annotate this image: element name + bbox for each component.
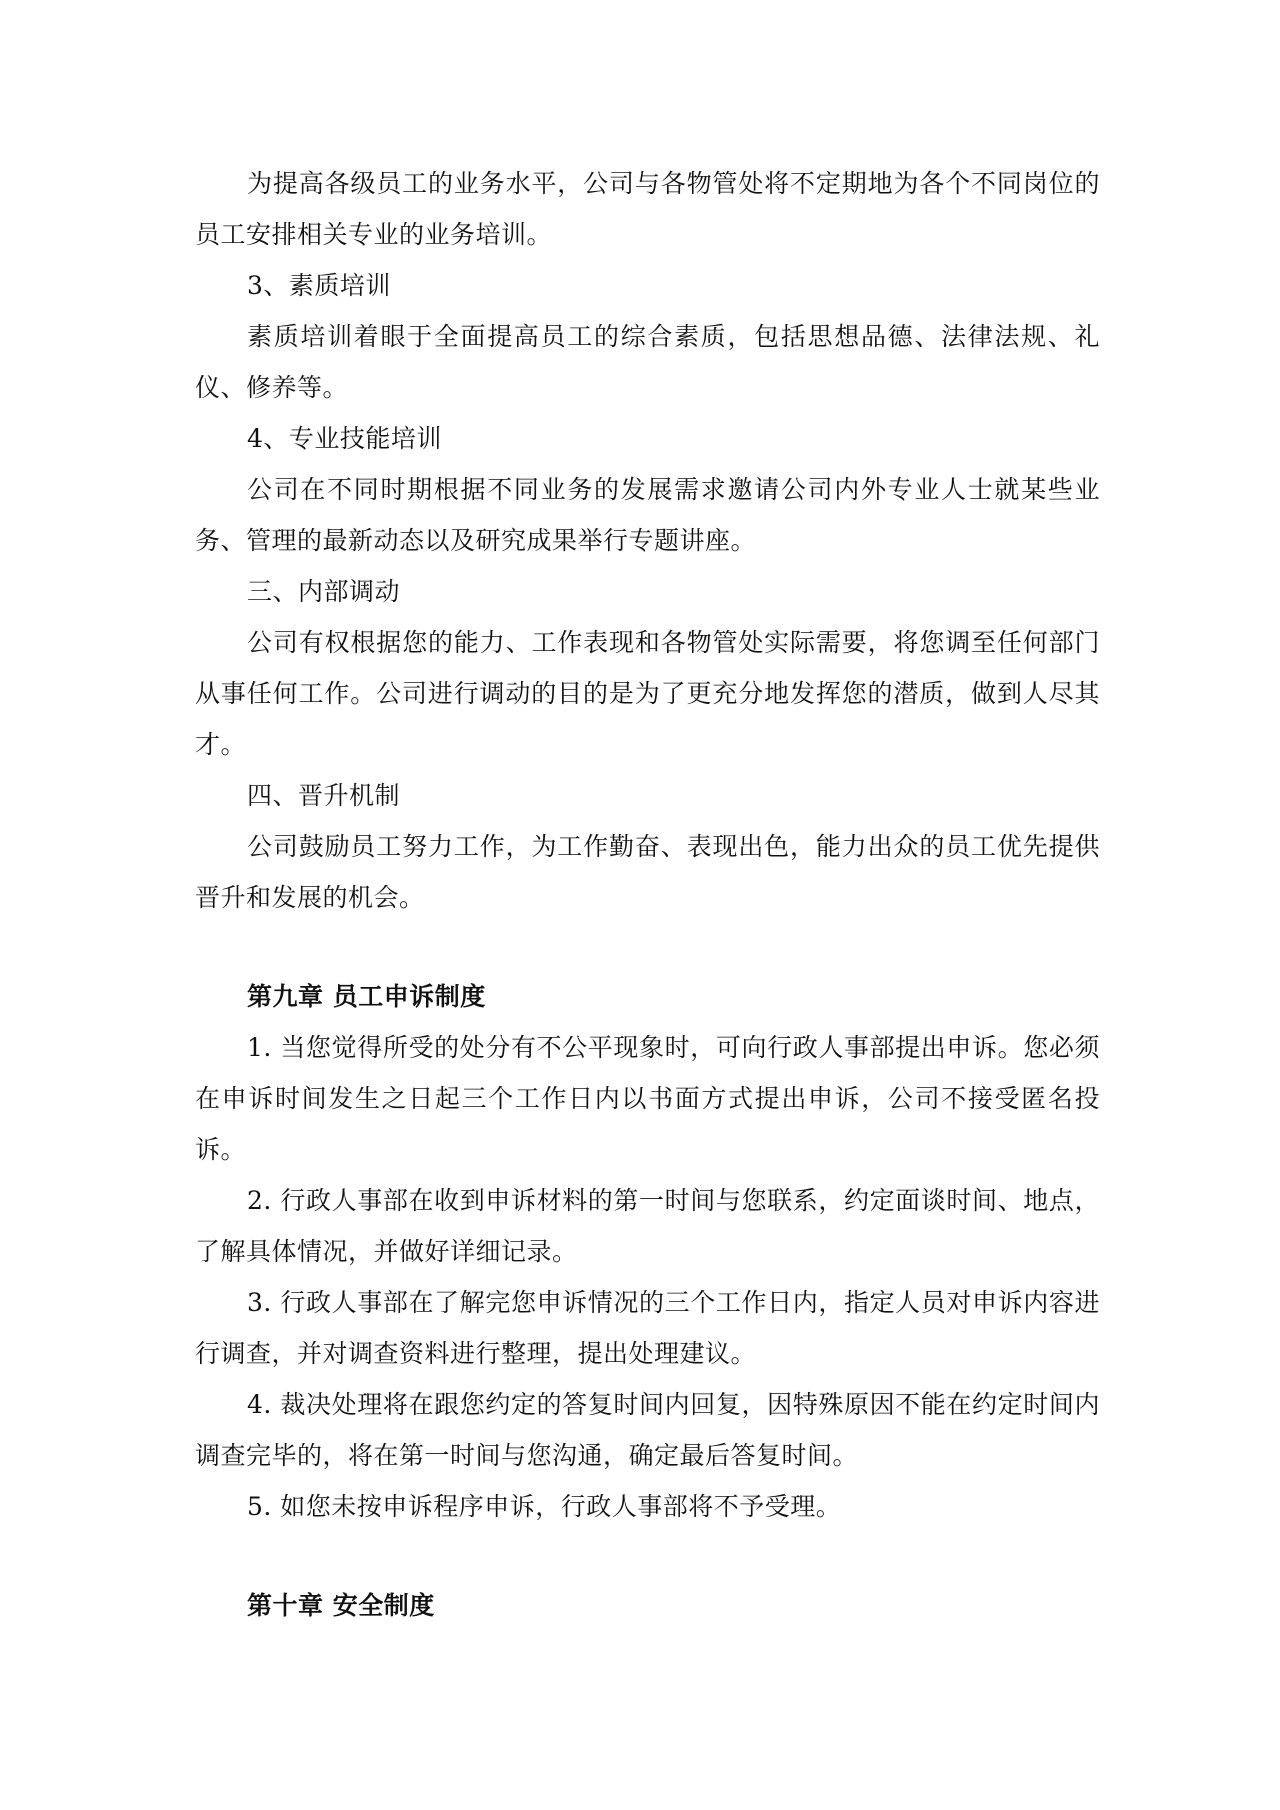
appeal-item-4: 4. 裁决处理将在跟您约定的答复时间内回复，因特殊原因不能在约定时间内调查完毕的，将在第一时间与您沟通，确定最后答复时间。: [195, 1390, 1100, 1470]
section-promotion: 四、晋升机制: [247, 781, 401, 810]
subsection-quality-training: 3、素质培训: [247, 271, 391, 300]
training-paragraph: 为提高各级员工的业务水平，公司与各物管处将不定期地为各个不同岗位的员工安排相关专业的业务培训。: [195, 169, 1100, 249]
section-spacer: [195, 923, 1100, 971]
appeal-item-5: 5. 如您未按申诉程序申诉，行政人事部将不予受理。: [247, 1492, 842, 1521]
chapter-9-title: 第九章 员工申诉制度: [247, 982, 486, 1011]
appeal-item-1: 1. 当您觉得所受的处分有不公平现象时，可向行政人事部提出申诉。您必须在申诉时间发生之日起三个工作日内以书面方式提出申诉，公司不接受匿名投诉。: [195, 1033, 1100, 1164]
promotion-paragraph: 公司鼓励员工努力工作，为工作勤奋、表现出色，能力出众的员工优先提供晋升和发展的机会。: [195, 832, 1100, 912]
skill-training-paragraph: 公司在不同时期根据不同业务的发展需求邀请公司内外专业人士就某些业务、管理的最新动态以及研究成果举行专题讲座。: [195, 475, 1100, 555]
appeal-item-3: 3. 行政人事部在了解完您申诉情况的三个工作日内，指定人员对申诉内容进行调查，并对调查资料进行整理，提出处理建议。: [195, 1288, 1100, 1368]
section-internal-transfer: 三、内部调动: [247, 577, 401, 606]
subsection-skill-training: 4、专业技能培训: [247, 424, 442, 453]
quality-training-paragraph: 素质培训着眼于全面提高员工的综合素质，包括思想品德、法律法规、礼仪、修养等。: [195, 322, 1100, 402]
chapter-10-title: 第十章 安全制度: [247, 1591, 435, 1620]
appeal-item-2: 2. 行政人事部在收到申诉材料的第一时间与您联系，约定面谈时间、地点，了解具体情况，并做好详细记录。: [195, 1186, 1100, 1266]
document-body: [195, 158, 1100, 1631]
section-spacer: [195, 1532, 1100, 1580]
internal-transfer-paragraph: 公司有权根据您的能力、工作表现和各物管处实际需要，将您调至任何部门从事任何工作。公司进行调动的目的是为了更充分地发挥您的潜质，做到人尽其才。: [195, 628, 1100, 759]
